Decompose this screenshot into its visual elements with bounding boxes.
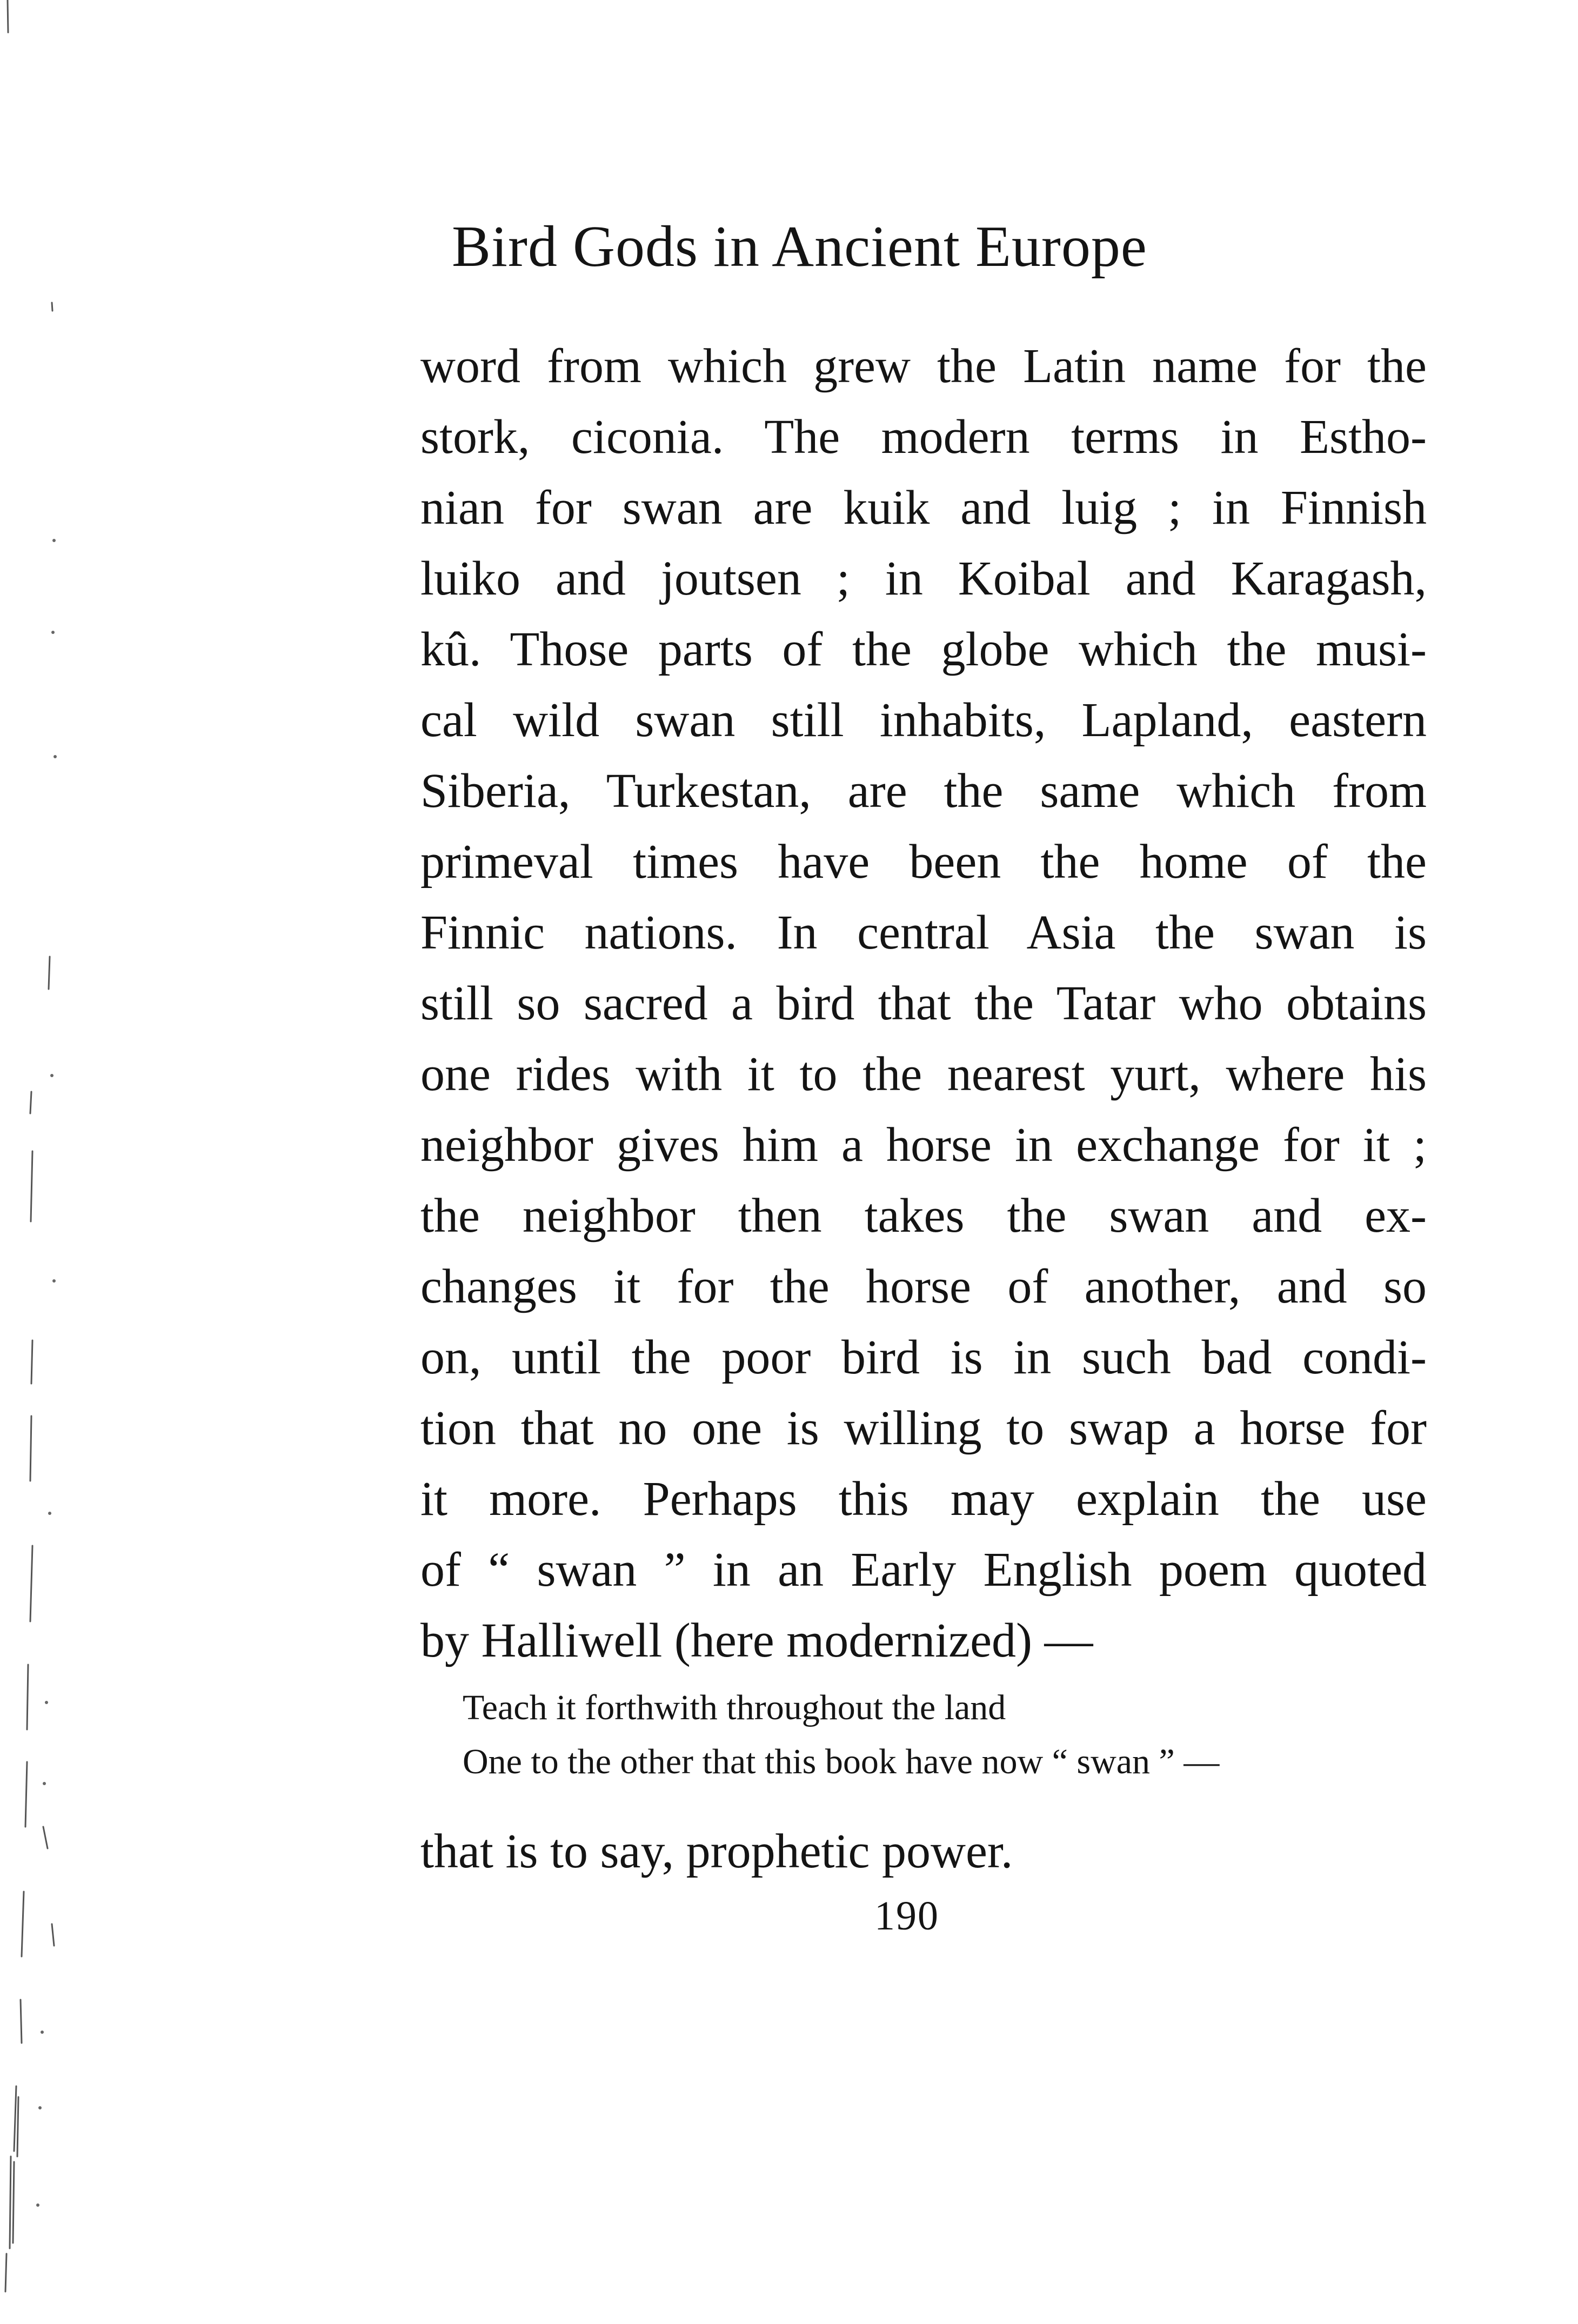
text-line: one rides with it to the nearest yurt, where his (420, 1047, 1427, 1101)
closing-line: that is to say, prophetic power. (420, 1825, 1013, 1878)
text-line: on, until the poor bird is in such bad condi- (420, 1331, 1427, 1384)
text-line: cal wild swan still inhabits, Lapland, eastern (420, 693, 1427, 747)
text-line: still so sacred a bird that the Tatar who obtains (420, 977, 1427, 1030)
text-line: kû. Those parts of the globe which the musi- (420, 623, 1427, 676)
block-quote (463, 1681, 1392, 1789)
text-line: changes it for the horse of another, and so (420, 1260, 1427, 1313)
body-paragraph (420, 331, 1427, 1676)
text-line: stork, ciconia. The modern terms in Estho- (420, 410, 1427, 464)
text-line: luiko and joutsen ; in Koibal and Karagash, (420, 552, 1427, 605)
text-line: primeval times have been the home of the (420, 835, 1427, 889)
quote-line: Teach it forthwith throughout the land (463, 1688, 1006, 1727)
running-head: Bird Gods in Ancient Europe (452, 215, 1147, 279)
text-line-last: by Halliwell (here modernized) — (420, 1614, 1093, 1667)
text-line: word from which grew the Latin name for the (420, 339, 1427, 393)
text-line: Siberia, Turkestan, are the same which from (420, 764, 1427, 818)
page-number: 190 (874, 1893, 939, 1939)
quote-line: One to the other that this book have now “ swan ” — (463, 1742, 1220, 1781)
text-line: the neighbor then takes the swan and ex- (420, 1189, 1427, 1243)
text-line: of “ swan ” in an Early English poem quoted (420, 1543, 1427, 1597)
text-line: tion that no one is willing to swap a horse for (420, 1401, 1427, 1455)
text-line: nian for swan are kuik and luig ; in Finnish (420, 481, 1427, 535)
text-line: neighbor gives him a horse in exchange for it ; (420, 1118, 1427, 1172)
scan-binding-edge (0, 0, 70, 2324)
text-line: it more. Perhaps this may explain the use (420, 1472, 1427, 1526)
text-line: Finnic nations. In central Asia the swan is (420, 906, 1427, 959)
